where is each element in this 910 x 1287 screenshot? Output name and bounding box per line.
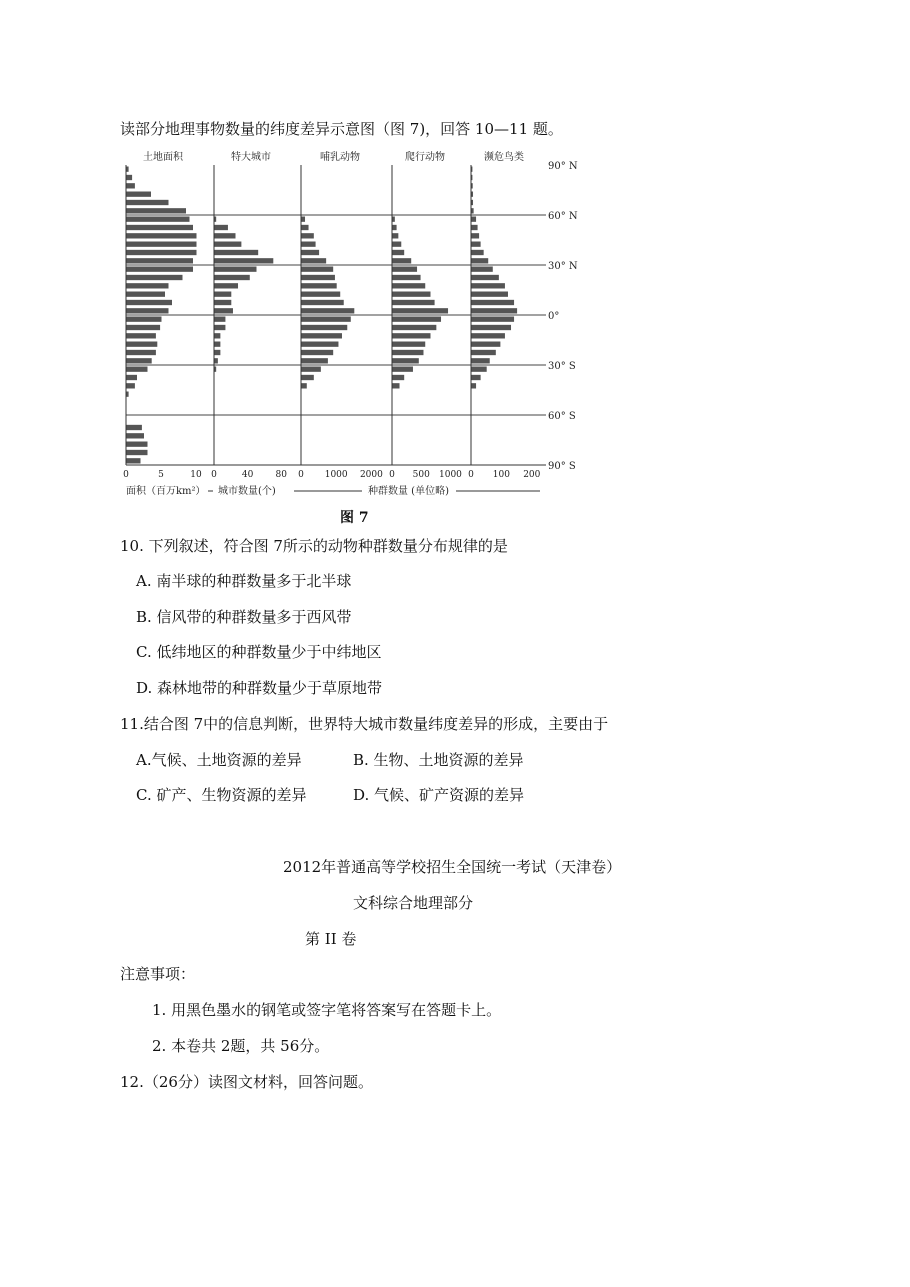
x-tick-label: 10 bbox=[190, 470, 202, 480]
bar bbox=[472, 375, 481, 380]
bar bbox=[393, 317, 442, 322]
bar bbox=[472, 217, 477, 222]
bar bbox=[127, 317, 162, 322]
bar bbox=[127, 325, 161, 330]
x-tick-label: 5 bbox=[158, 470, 164, 480]
bar bbox=[472, 267, 493, 272]
bar bbox=[472, 342, 501, 347]
bar bbox=[472, 333, 505, 338]
bar bbox=[393, 258, 412, 263]
q11-option-c: C. 矿产、生物资源的差异 bbox=[136, 786, 307, 804]
latitude-label: 90° S bbox=[548, 461, 576, 472]
figure-caption: 图 7 bbox=[340, 510, 369, 526]
bar bbox=[127, 383, 135, 388]
bar bbox=[215, 342, 221, 347]
bar bbox=[472, 192, 474, 197]
bar bbox=[393, 333, 431, 338]
bar bbox=[302, 350, 334, 355]
bar bbox=[472, 167, 473, 172]
bar bbox=[127, 333, 156, 338]
bar bbox=[127, 292, 166, 297]
bar bbox=[215, 233, 236, 238]
notes-item-1: 1. 用黑色墨水的钢笔或签字笔将答案写在答题卡上。 bbox=[152, 1001, 502, 1019]
bar bbox=[127, 200, 169, 205]
bar bbox=[393, 350, 424, 355]
bar bbox=[302, 342, 339, 347]
latitude-label: 90° N bbox=[548, 161, 578, 172]
bar bbox=[472, 250, 484, 255]
bar bbox=[127, 192, 152, 197]
bar bbox=[472, 258, 489, 263]
bar bbox=[127, 217, 190, 222]
bar bbox=[215, 358, 218, 363]
bar bbox=[215, 242, 242, 247]
panel-title: 特大城市 bbox=[231, 152, 271, 163]
bar bbox=[393, 383, 400, 388]
bar bbox=[393, 217, 395, 222]
bar bbox=[215, 300, 232, 305]
bar bbox=[472, 275, 499, 280]
bar bbox=[302, 242, 316, 247]
bar bbox=[302, 267, 334, 272]
bar bbox=[302, 333, 342, 338]
bar bbox=[472, 325, 512, 330]
bar bbox=[127, 392, 129, 397]
bar bbox=[302, 383, 307, 388]
bar bbox=[215, 267, 257, 272]
bar bbox=[302, 258, 327, 263]
bar bbox=[127, 208, 187, 213]
bar bbox=[127, 433, 145, 438]
bar bbox=[215, 258, 274, 263]
bar bbox=[215, 292, 232, 297]
bar bbox=[127, 183, 135, 188]
bar bbox=[127, 175, 133, 180]
bar bbox=[472, 367, 487, 372]
x-tick-label: 0 bbox=[123, 470, 129, 480]
bar bbox=[472, 233, 480, 238]
x-tick-label: 0 bbox=[389, 470, 395, 480]
bar bbox=[127, 375, 138, 380]
bar bbox=[472, 200, 474, 205]
x-tick-label: 1000 bbox=[324, 470, 348, 480]
latitude-label: 30° S bbox=[548, 361, 576, 372]
bar bbox=[302, 217, 306, 222]
unit-label-area: 面积（百万km²） bbox=[126, 486, 206, 497]
q10-stem: 10. 下列叙述，符合图 7所示的动物种群数量分布规律的是 bbox=[120, 537, 508, 555]
panel-title: 濒危鸟类 bbox=[484, 152, 524, 163]
bar bbox=[302, 250, 320, 255]
bar bbox=[215, 283, 239, 288]
x-tick-label: 0 bbox=[211, 470, 217, 480]
bar bbox=[127, 458, 141, 463]
bar bbox=[302, 225, 309, 230]
bar bbox=[127, 225, 194, 230]
bar bbox=[127, 358, 152, 363]
bar bbox=[393, 275, 421, 280]
bar bbox=[393, 325, 437, 330]
panel-title: 哺乳动物 bbox=[320, 152, 360, 163]
panel-title: 爬行动物 bbox=[405, 152, 445, 163]
bar bbox=[215, 333, 221, 338]
bar bbox=[127, 283, 169, 288]
bar bbox=[302, 275, 335, 280]
bar bbox=[127, 442, 148, 447]
x-tick-label: 0 bbox=[468, 470, 474, 480]
bar bbox=[472, 308, 518, 313]
bar bbox=[127, 233, 197, 238]
q10-option-d: D. 森林地带的种群数量少于草原地带 bbox=[136, 679, 383, 697]
bar bbox=[472, 317, 515, 322]
bar bbox=[127, 450, 148, 455]
x-tick-label: 0 bbox=[298, 470, 304, 480]
bar bbox=[127, 300, 173, 305]
bar bbox=[215, 250, 259, 255]
bar bbox=[393, 250, 405, 255]
bar bbox=[393, 342, 426, 347]
latitude-figure bbox=[118, 150, 588, 500]
bar bbox=[127, 258, 194, 263]
panel-title: 土地面积 bbox=[143, 152, 183, 163]
bar bbox=[472, 383, 477, 388]
x-tick-label: 40 bbox=[241, 470, 254, 480]
bar bbox=[215, 317, 226, 322]
bar bbox=[127, 308, 169, 313]
bar bbox=[472, 292, 508, 297]
bar bbox=[127, 167, 129, 172]
bar bbox=[472, 358, 490, 363]
bar bbox=[302, 367, 321, 372]
bar bbox=[393, 233, 399, 238]
bar bbox=[215, 275, 250, 280]
bar bbox=[127, 425, 142, 430]
bar bbox=[127, 342, 158, 347]
bar bbox=[302, 233, 314, 238]
bar bbox=[472, 175, 473, 180]
bar bbox=[393, 283, 426, 288]
x-tick-label: 80 bbox=[275, 470, 287, 480]
bar bbox=[472, 242, 481, 247]
bar bbox=[127, 275, 183, 280]
bar bbox=[302, 283, 337, 288]
bar bbox=[215, 367, 217, 372]
bar bbox=[472, 183, 473, 188]
q10-option-c: C. 低纬地区的种群数量少于中纬地区 bbox=[136, 643, 382, 661]
latitude-label: 0° bbox=[548, 311, 560, 322]
q12-stem: 12.（26分）读图文材料，回答问题。 bbox=[120, 1073, 373, 1091]
bar bbox=[393, 358, 419, 363]
bar bbox=[472, 225, 478, 230]
bar bbox=[302, 300, 344, 305]
bar bbox=[393, 375, 405, 380]
bar bbox=[472, 350, 496, 355]
x-tick-label: 100 bbox=[492, 470, 510, 480]
latitude-label: 60° N bbox=[548, 211, 578, 222]
bar bbox=[127, 367, 148, 372]
exam-subtitle: 文科综合地理部分 bbox=[353, 894, 474, 912]
bar bbox=[127, 267, 194, 272]
bar bbox=[215, 350, 221, 355]
q11-stem: 11.结合图 7中的信息判断，世界特大城市数量纬度差异的形成，主要由于 bbox=[120, 715, 609, 733]
q11-option-a: A.气候、土地资源的差异 bbox=[136, 751, 302, 769]
intro-text: 读部分地理事物数量的纬度差异示意图（图 7)，回答 10—11 题。 bbox=[120, 120, 563, 138]
x-tick-label: 500 bbox=[412, 470, 430, 480]
bar bbox=[215, 217, 217, 222]
bar bbox=[302, 317, 351, 322]
bar bbox=[215, 325, 226, 330]
latitude-label: 30° N bbox=[548, 261, 578, 272]
bar bbox=[393, 267, 418, 272]
latitude-label: 60° S bbox=[548, 411, 576, 422]
q10-option-b: B. 信风带的种群数量多于西风带 bbox=[136, 608, 352, 626]
bar bbox=[393, 308, 449, 313]
bar bbox=[215, 225, 228, 230]
bar bbox=[472, 208, 474, 213]
bar bbox=[472, 283, 505, 288]
unit-label-cities: 城市数量(个) bbox=[218, 486, 276, 497]
notes-item-2: 2. 本卷共 2题，共 56分。 bbox=[152, 1037, 330, 1055]
bar bbox=[127, 350, 156, 355]
bar bbox=[393, 225, 397, 230]
notes-heading: 注意事项： bbox=[120, 965, 196, 983]
unit-label-species: 种群数量 (单位略) bbox=[368, 486, 449, 497]
bar bbox=[215, 308, 233, 313]
bar bbox=[302, 375, 314, 380]
bar bbox=[302, 292, 341, 297]
x-tick-label: 2000 bbox=[359, 470, 383, 480]
exam-part: 第 II 卷 bbox=[305, 930, 357, 948]
bar bbox=[302, 358, 328, 363]
bar bbox=[393, 300, 435, 305]
bar bbox=[302, 308, 355, 313]
bar bbox=[302, 325, 348, 330]
x-tick-label: 1000 bbox=[439, 470, 462, 480]
bar bbox=[393, 242, 402, 247]
bar bbox=[393, 367, 413, 372]
bar bbox=[127, 242, 197, 247]
bar bbox=[127, 250, 197, 255]
q11-option-b: B. 生物、土地资源的差异 bbox=[353, 751, 524, 769]
bar bbox=[472, 300, 515, 305]
exam-title: 2012年普通高等学校招生全国统一考试（天津卷） bbox=[283, 858, 622, 876]
q10-option-a: A. 南半球的种群数量多于北半球 bbox=[136, 572, 352, 590]
x-tick-label: 200 bbox=[523, 470, 541, 480]
q11-option-d: D. 气候、矿产资源的差异 bbox=[353, 786, 525, 804]
bar bbox=[393, 292, 431, 297]
